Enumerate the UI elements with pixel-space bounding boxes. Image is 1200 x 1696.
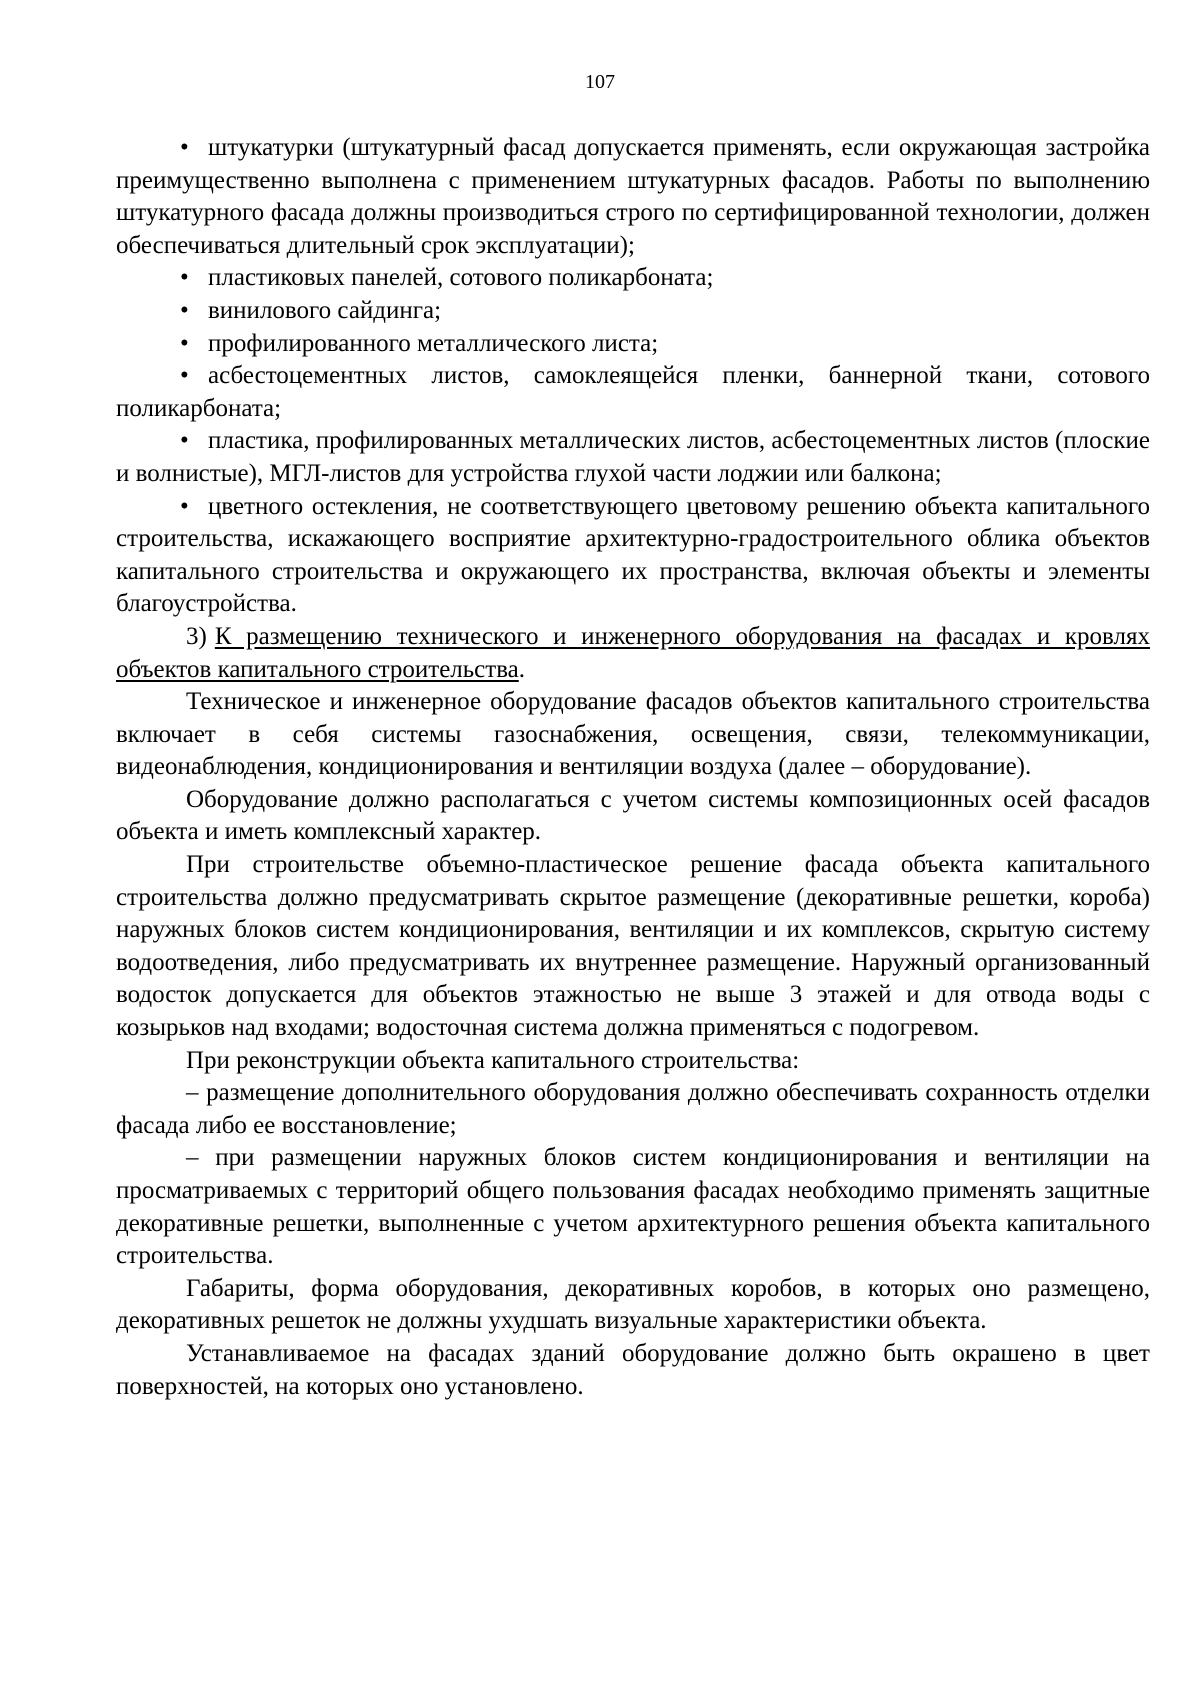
- bullet-item: [116, 132, 1150, 262]
- bullet-text: профилированного металлического листа;: [208, 329, 659, 357]
- section-title: К размещению технического и инженерного оборудования на фасадах и кровлях объектов капитального строительства: [116, 622, 1150, 683]
- section-title-period: .: [518, 655, 526, 683]
- page-body: [116, 132, 1150, 1403]
- bullet-item: [116, 425, 1150, 490]
- dash-list-item: – при размещении наружных блоков систем кондиционирования и вентиляции на просматриваемых с территорий общего пользования фасадах необходимо применять защитные декоративные решетки, выполненные с учетом архитектурного решения объекта капитального строительства.: [116, 1144, 1150, 1270]
- section-heading: [116, 621, 1150, 686]
- bullet-item: [116, 295, 1150, 328]
- dash-list-item: – размещение дополнительного оборудования должно обеспечивать сохранность отделки фасада либо ее восстановление;: [116, 1079, 1150, 1139]
- body-paragraph: Оборудование должно располагаться с учетом системы композиционных осей фасадов объекта и иметь комплексный характер.: [116, 785, 1150, 846]
- bullet-icon: •: [180, 264, 189, 292]
- body-paragraph: Габариты, форма оборудования, декоративных коробов, в которых оно размещено, декоративных решеток не должны ухудшать визуальные характеристики объекта.: [116, 1274, 1150, 1335]
- bullet-text: штукатурки (штукатурный фасад допускается применять, если окружающая застройка преимущественно выполнена с применением штукатурных фасадов. Работы по выполнению штукатурного фасада должны производиться строго по сертифицированной технологии, должен обеспечиваться длительный срок эксплуатации);: [116, 134, 1150, 259]
- section-number: 3): [186, 622, 207, 650]
- bullet-icon: •: [180, 296, 189, 324]
- bullet-text: пластиковых панелей, сотового поликарбоната;: [208, 264, 714, 292]
- body-paragraph: При строительстве объемно-пластическое решение фасада объекта капитального строительства должно предусматривать скрытое размещение (декоративные решетки, короба) наружных блоков систем кондиционирования, вентиляции и их комплексов, скрытую систему водоотведения, либо предусматривать их внутреннее размещение. Наружный организованный водосток допускается для объектов этажностью не выше 3 этажей и для отвода воды с козырьков над входами; водосточная система должна применяться с подогревом.: [116, 851, 1150, 1042]
- body-paragraph: Устанавливаемое на фасадах зданий оборудование должно быть окрашено в цвет поверхностей, на которых оно установлено.: [116, 1339, 1150, 1400]
- bullet-text: асбестоцементных листов, самоклеящейся пленки, баннерной ткани, сотового поликарбоната;: [116, 362, 1150, 422]
- bullet-icon: •: [180, 492, 189, 520]
- bullet-icon: •: [180, 329, 189, 357]
- bullet-item: [116, 262, 1150, 295]
- bullet-item: [116, 491, 1150, 621]
- bullet-text: винилового сайдинга;: [208, 296, 442, 324]
- body-paragraph: При реконструкции объекта капитального строительства:: [186, 1046, 800, 1074]
- body-paragraph: Техническое и инженерное оборудование фасадов объектов капитального строительства включает в себя системы газоснабжения, освещения, связи, телекоммуникации, видеонаблюдения, кондиционирования и вентиляции воздуха (далее – оборудование).: [116, 688, 1150, 781]
- bullet-icon: •: [180, 427, 189, 455]
- page-number: 107: [585, 71, 615, 93]
- bullet-text: цветного остекления, не соответствующего цветовому решению объекта капитального строительства, искажающего восприятие архитектурно-градостроительного облика объектов капитального строительства и окружающего их пространства, включая объекты и элементы благоустройства.: [116, 492, 1150, 618]
- bullet-icon: •: [180, 362, 189, 390]
- bullet-icon: •: [180, 134, 189, 161]
- bullet-text: пластика, профилированных металлических листов, асбестоцементных листов (плоские и волнистые), МГЛ-листов для устройства глухой части лоджии или балкона;: [116, 427, 1150, 487]
- bullet-item: [116, 360, 1150, 425]
- bullet-item: [116, 328, 1150, 361]
